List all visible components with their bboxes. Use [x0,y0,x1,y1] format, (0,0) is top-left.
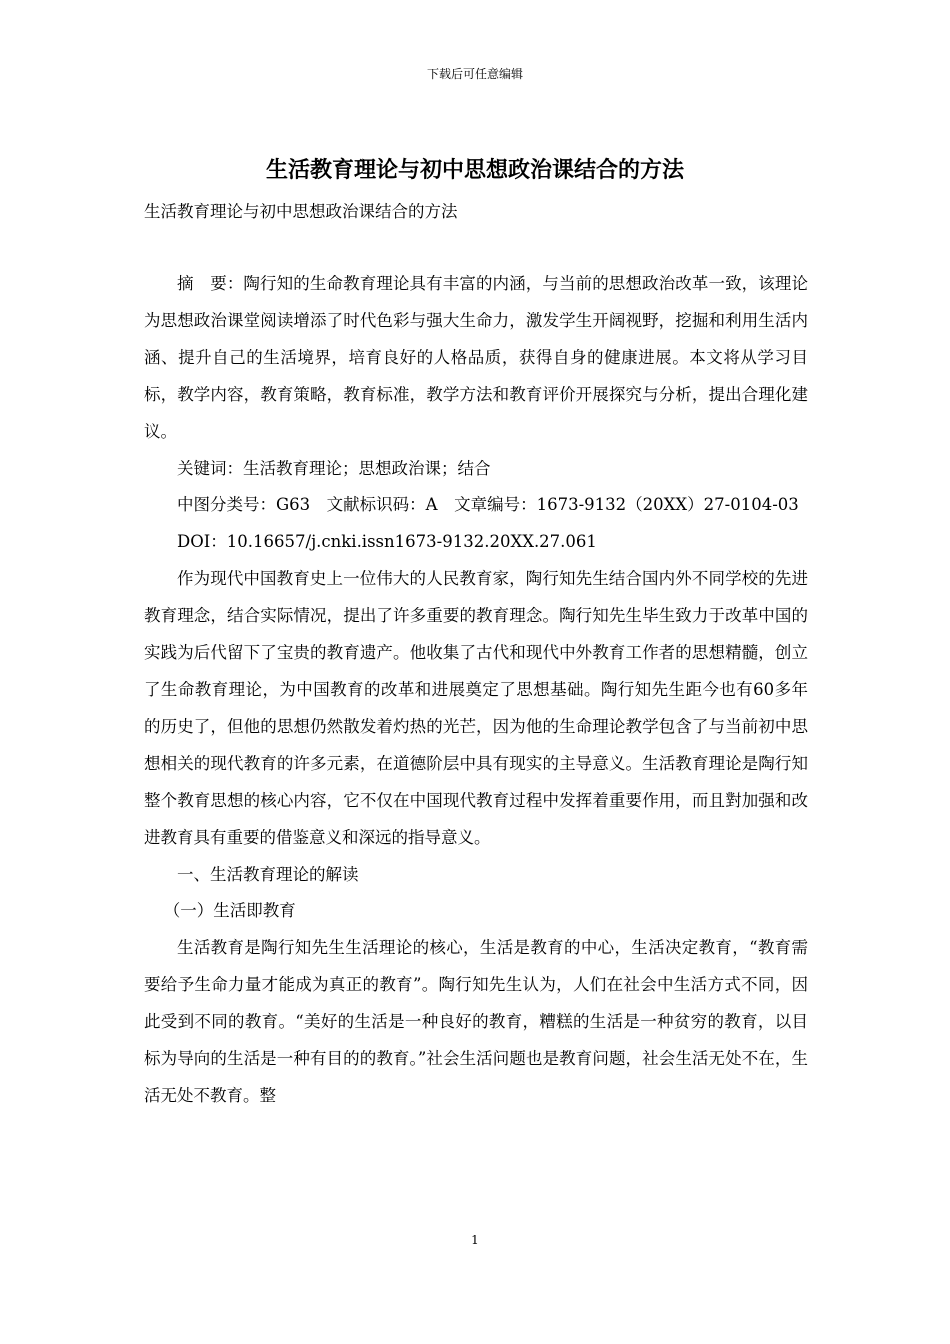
intro-paragraph: 作为现代中国教育史上一位伟大的人民教育家，陶行知先生结合国内外不同学校的先进教育理念，结合实际情况，提出了许多重要的教育理念。陶行知先生毕生致力于改革中国的实践为后代留下了宝贵的教育遗产。他收集了古代和现代中外教育工作者的思想精髓，创立了生命教育理论，为中国教育的改革和进展奠定了思想基础。陶行知先生距今也有60多年的历史了，但他的思想仍然散发着灼热的光芒，因为他的生命理论教学包含了与当前初中思想相关的现代教育的许多元素，在道德阶层中具有现实的主导意义。生活教育理论是陶行知整个教育思想的核心内容，它不仅在中国现代教育过程中发挥着重要作用，而且對加强和改进教育具有重要的借鉴意义和深远的指导意义。 [144,569,808,847]
header-note: 下载后可任意编辑 [426,67,523,81]
page-number: 1 [471,1233,479,1247]
doi-line: DOI：10.16657/j.cnki.issn1673-9132.20XX.27.061 [177,532,597,552]
subsection-heading: （一）生活即教育 [163,901,296,921]
document-title: 生活教育理论与初中思想政治课结合的方法 [265,157,684,183]
section-heading: 一、生活教育理论的解读 [177,864,359,884]
document-subtitle: 生活教育理论与初中思想政治课结合的方法 [144,202,458,221]
classification-line: 中图分类号：G63 文献标识码：A 文章编号：1673-9132（20XX）27-0104-03 [177,495,799,515]
abstract-paragraph: 摘 要：陶行知的生命教育理论具有丰富的内涵，与当前的思想政治改革一致，该理论为思想政治课堂阅读增添了时代色彩与强大生命力，激发学生开阔视野，挖掘和利用生活内涵、提升自己的生活境界，培育良好的人格品质，获得自身的健康进展。本文将从学习目标，教学内容，教育策略，教育标准，教学方法和教育评价开展探究与分析，提出合理化建议。 [144,274,808,441]
keywords-line: 关键词：生活教育理论；思想政治课；结合 [177,458,491,478]
document-body [144,266,808,1115]
section-paragraph: 生活教育是陶行知先生生活理论的核心，生活是教育的中心，生活决定教育，“教育需要给予生命力量才能成为真正的教育”。陶行知先生认为，人们在社会中生活方式不同，因此受到不同的教育。“美好的生活是一种良好的教育，糟糕的生活是一种贫穷的教育，以目标为导向的生活是一种有目的的教育。”社会生活问题也是教育问题，社会生活无处不在，生活无处不教育。整 [144,938,808,1105]
